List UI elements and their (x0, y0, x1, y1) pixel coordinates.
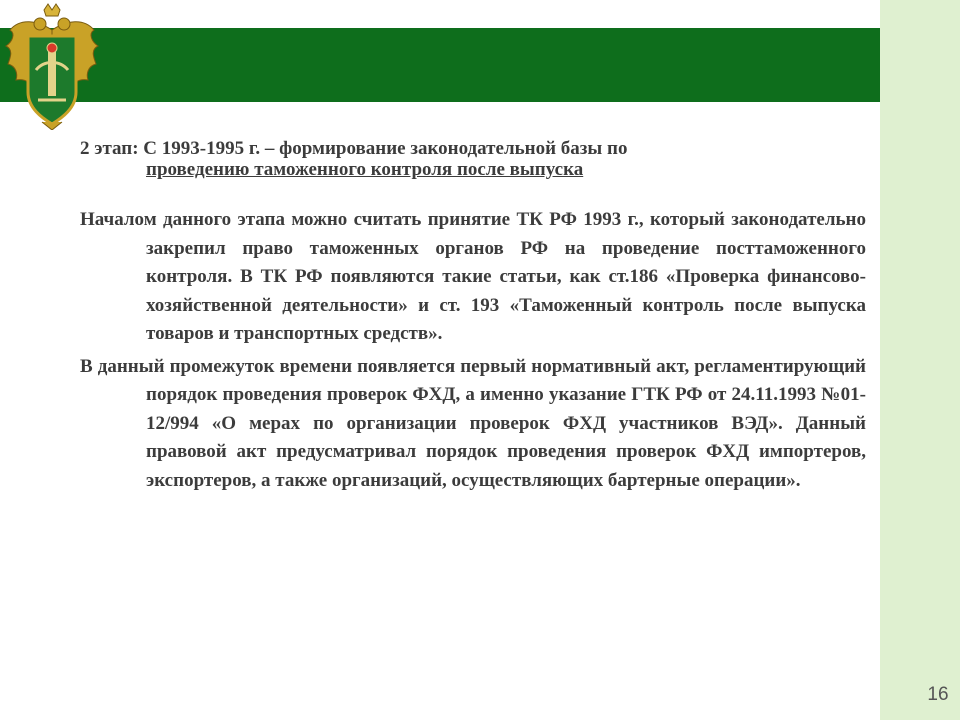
right-decor-strip (880, 0, 960, 720)
slide-content (80, 138, 866, 499)
heading-lead: 2 этап: С 1993-1995 г. – формирование законодательной базы по (80, 138, 628, 159)
slide-heading (80, 138, 866, 180)
paragraph-1: Началом данного этапа можно считать принятие ТК РФ 1993 г., который законодательно закрепил право таможенных органов РФ на проведение посттаможенного контроля. В ТК РФ появляются такие статьи, как ст.186 «Проверка финансово-хозяйственной деятельности» и ст. 193 «Таможенный контроль после выпуска товаров и транспортных средств». (80, 209, 866, 344)
paragraph-2: В данный промежуток времени появляется первый нормативный акт, регламентирующий порядок проведения проверок ФХД, а именно указание ГТК РФ от 24.11.1993 №01-12/994 «О мерах по организации проверок ФХД участников ВЭД». Данный правовой акт предусматривал порядок проведения проверок ФХД импортеров, экспортеров, а также организаций, осуществляющих бартерные операции». (80, 355, 866, 491)
customs-coat-of-arms-icon (2, 0, 102, 130)
page-number: 16 (927, 684, 949, 705)
header-bar (0, 28, 880, 102)
heading-rest: проведению таможенного контроля после выпуска (146, 159, 584, 180)
